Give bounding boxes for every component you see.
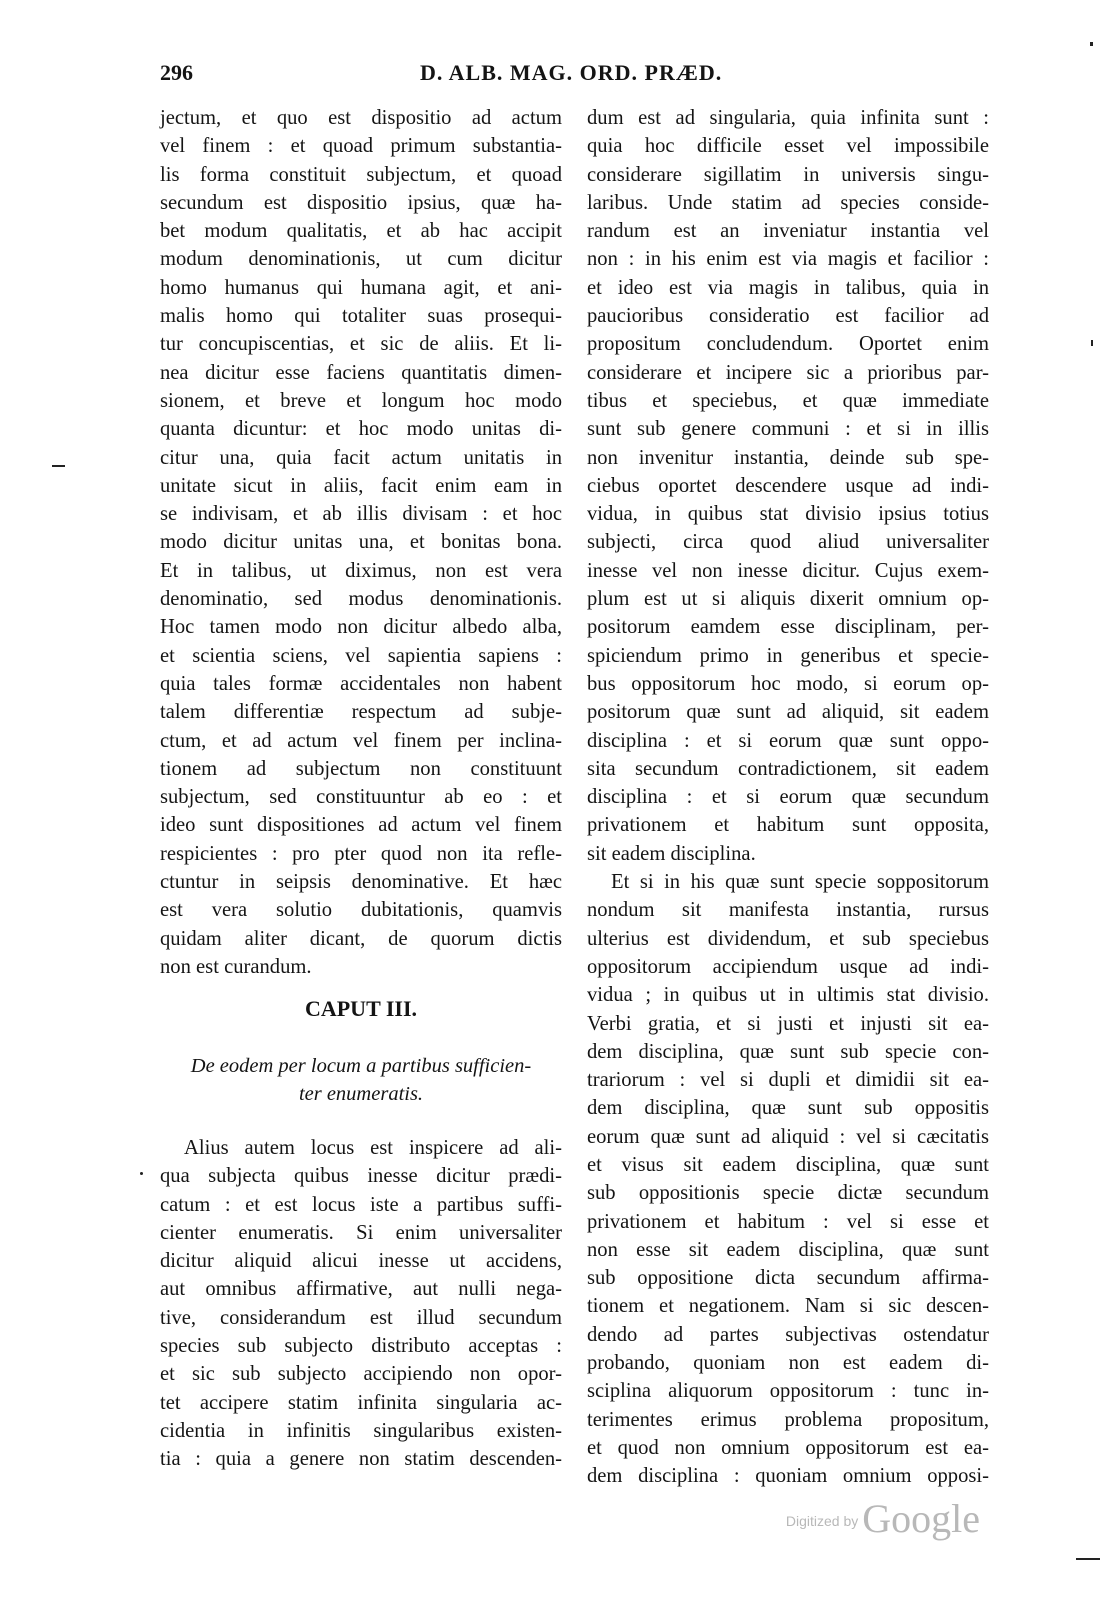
text-line: nondum sit manifesta instantia, rursus <box>587 899 989 922</box>
text-line: catum : et est locus iste a partibus suffi- <box>160 1193 562 1216</box>
text-line: ctuntur in seipsis denominative. Et hæc <box>160 871 562 894</box>
text-line: plum est ut si aliquis dixerit omnium op- <box>587 588 989 611</box>
page-number: 296 <box>160 60 193 85</box>
text-line: sionem, et breve et longum hoc modo <box>160 389 562 412</box>
left-column-bottom <box>160 1134 562 1474</box>
text-line: secundum est dispositio ipsius, quæ ha- <box>160 191 562 214</box>
text-line: tia : quia a genere non statim descenden- <box>160 1448 562 1471</box>
text-line: bus oppositorum hoc modo, si eorum op- <box>587 672 989 695</box>
text-line: inesse vel non inesse dicitur. Cujus exem- <box>587 559 989 582</box>
text-line: cienter enumeratis. Si enim universaliter <box>160 1221 562 1244</box>
text-line: probando, quoniam non est eadem di- <box>587 1352 989 1375</box>
margin-mark <box>52 465 65 467</box>
text-line: paucioribus consideratio est facilior ad <box>587 305 989 328</box>
text-line: subjecti, circa quod aliud universaliter <box>587 531 989 554</box>
margin-dot <box>1090 42 1093 46</box>
text-line: Et in talibus, ut diximus, non est vera <box>160 559 562 582</box>
page-header <box>160 56 988 92</box>
text-line: dicitur aliquid alicui inesse ut accidens, <box>160 1250 562 1273</box>
margin-dot <box>140 1172 143 1175</box>
text-line: non invenitur instantia, deinde sub spe- <box>587 446 989 469</box>
text-line: cidentia in infinitis singularibus existen- <box>160 1419 562 1442</box>
watermark-prefix: Digitized by <box>785 1513 859 1529</box>
text-line: quia hoc difficile esset vel impossibile <box>587 135 989 158</box>
text-line: Et si in his quæ sunt specie soppositorum <box>611 871 989 894</box>
chapter-subtitle <box>160 1052 562 1108</box>
text-line: spiciendum primo in generibus et specie- <box>587 644 989 667</box>
text-line: dem disciplina, quæ sunt sub oppositis <box>587 1097 989 1120</box>
text-line: se indivisam, et ab illis divisam : et hoc <box>160 503 562 526</box>
text-line: homo humanus qui humana agit, et ani- <box>160 276 562 299</box>
google-logo: Google <box>862 1496 980 1541</box>
text-line: quidam aliter dicant, de quorum dictis <box>160 927 562 950</box>
text-line: et visus sit eadem disciplina, quæ sunt <box>587 1153 989 1176</box>
text-line: dum est ad singularia, quia infinita sunt : <box>587 107 989 129</box>
text-line: denominatio, sed modus denominationis. <box>160 588 562 611</box>
chapter-title: CAPUT III. <box>304 996 418 1021</box>
text-line: randum est an inveniatur instantia vel <box>587 220 989 243</box>
text-line: tur concupiscentias, et sic de aliis. Et li- <box>160 333 562 356</box>
text-line: ctum, et ad actum vel finem per inclina- <box>160 729 562 752</box>
text-line: quia tales formæ accidentales non habent <box>160 672 562 695</box>
text-line: Hoc tamen modo non dicitur albedo alba, <box>160 616 562 639</box>
text-line: talem differentiæ respectum ad subje- <box>160 701 562 724</box>
text-line: bet modum qualitatis, et ab hac accipit <box>160 220 562 243</box>
text-line: privationem et habitum sunt opposita, <box>587 814 989 837</box>
text-line: quanta dicuntur: et hoc modo unitas di- <box>160 418 562 441</box>
text-line: Alius autem locus est inspicere ad ali- <box>184 1137 562 1159</box>
text-line: disciplina : et si eorum quæ sunt oppo- <box>587 729 989 752</box>
text-line: laribus. Unde statim ad species conside- <box>587 191 989 214</box>
chapter-subtitle-line-1: De eodem per locum a partibus sufficien- <box>190 1055 532 1077</box>
text-line: unitate sicut in aliis, facit enim eam in <box>160 474 562 497</box>
text-line: sunt sub genere communi : et si in illis <box>587 418 989 441</box>
text-line: species sub subjecto distributo acceptas : <box>160 1335 562 1358</box>
running-head: D. ALB. MAG. ORD. PRÆD. <box>420 60 723 85</box>
text-line: eorum quæ sunt ad aliquid : vel si cæcitatis <box>587 1125 989 1148</box>
text-line: dem disciplina, quæ sunt sub specie con- <box>587 1040 989 1063</box>
text-line: terimentes erimus problema propositum, <box>587 1408 989 1431</box>
text-line: sit eadem disciplina. <box>587 842 756 865</box>
text-line: est vera solutio dubitationis, quamvis <box>160 899 562 922</box>
text-line: positorum eamdem esse disciplinam, per- <box>587 616 989 639</box>
text-line: tionem ad subjectum non constituunt <box>160 757 562 780</box>
text-line: non est curandum. <box>160 955 312 978</box>
text-line: propositum concludendum. Oportet enim <box>587 333 989 356</box>
text-line: sub oppositionis specie dictæ secundum <box>587 1182 989 1205</box>
text-line: ciebus oportet descendere usque ad indi- <box>587 474 989 497</box>
text-line: modum denominationis, ut cum dicitur <box>160 248 562 271</box>
text-line: aut omnibus affirmative, aut nulli nega- <box>160 1278 562 1301</box>
text-line: malis homo qui totaliter suas prosequi- <box>160 305 562 328</box>
text-line: vel finem : et quoad primum substantia- <box>160 135 562 158</box>
text-line: subjectum, sed constituuntur ab eo : et <box>160 786 562 809</box>
text-line: sciplina aliquorum oppositorum : tunc in- <box>587 1380 989 1403</box>
text-line: tet accipere statim infinita singularia ac- <box>160 1391 562 1414</box>
left-column-top <box>160 104 562 981</box>
text-line: modo dicitur unitas una, et bonitas bona. <box>160 531 562 554</box>
text-line: non : in his enim est via magis et facilior : <box>587 248 989 271</box>
text-line: et ideo est via magis in talibus, quia in <box>587 276 989 299</box>
text-line: trariorum : vel si dupli et dimidii sit ea- <box>587 1069 989 1092</box>
text-line: et quod non omnium oppositorum est ea- <box>587 1436 989 1459</box>
text-line: citur una, quia facit actum unitatis in <box>160 446 562 469</box>
text-line: respicientes : pro pter quod non ita refle- <box>160 842 562 865</box>
chapter-subtitle-line-2: ter enumeratis. <box>298 1083 424 1105</box>
text-line: disciplina : et si eorum quæ secundum <box>587 786 989 809</box>
text-line: tive, considerandum est illud secundum <box>160 1306 562 1329</box>
text-line: vidua ; in quibus ut in ultimis stat divisio. <box>587 984 989 1007</box>
text-line: non esse sit eadem disciplina, quæ sunt <box>587 1238 989 1261</box>
text-line: qua subjecta quibus inesse dicitur prædi- <box>160 1165 562 1188</box>
text-line: et sic sub subjecto accipiendo non opor- <box>160 1363 562 1386</box>
text-line: Verbi gratia, et si justi et injusti sit ea- <box>587 1012 989 1035</box>
margin-mark <box>1076 1558 1100 1560</box>
text-line: ideo sunt dispositiones ad actum vel finem <box>160 814 562 837</box>
text-line: considerare sigillatim in universis singu- <box>587 163 989 186</box>
text-line: ulterius est dividendum, et sub speciebus <box>587 927 989 950</box>
text-line: sub oppositione dicta secundum affirma- <box>587 1267 989 1290</box>
text-line: vidua, in quibus stat divisio ipsius totius <box>587 503 989 526</box>
text-line: sita secundum contradictionem, sit eadem <box>587 757 989 780</box>
text-line: lis forma constituit subjectum, et quoad <box>160 163 562 186</box>
digitized-watermark <box>786 1495 980 1542</box>
right-column <box>587 104 989 1491</box>
text-line: et scientia sciens, vel sapientia sapiens : <box>160 644 562 667</box>
text-line: privationem et habitum : vel si esse et <box>587 1210 989 1233</box>
text-line: tionem et negationem. Nam si sic descen- <box>587 1295 989 1318</box>
text-line: considerare et incipere sic a prioribus par- <box>587 361 989 384</box>
text-line: oppositorum accipiendum usque ad indi- <box>587 955 989 978</box>
text-line: dem disciplina : quoniam omnium opposi- <box>587 1465 989 1488</box>
text-line: jectum, et quo est dispositio ad actum <box>160 107 562 129</box>
text-line: tibus et speciebus, et quæ immediate <box>587 389 989 412</box>
margin-dot <box>1091 340 1093 346</box>
text-line: positorum quæ sunt ad aliquid, sit eadem <box>587 701 989 724</box>
text-line: dendo ad partes subjectivas ostendatur <box>587 1323 989 1346</box>
text-line: nea dicitur esse faciens quantitatis dimen- <box>160 361 562 384</box>
